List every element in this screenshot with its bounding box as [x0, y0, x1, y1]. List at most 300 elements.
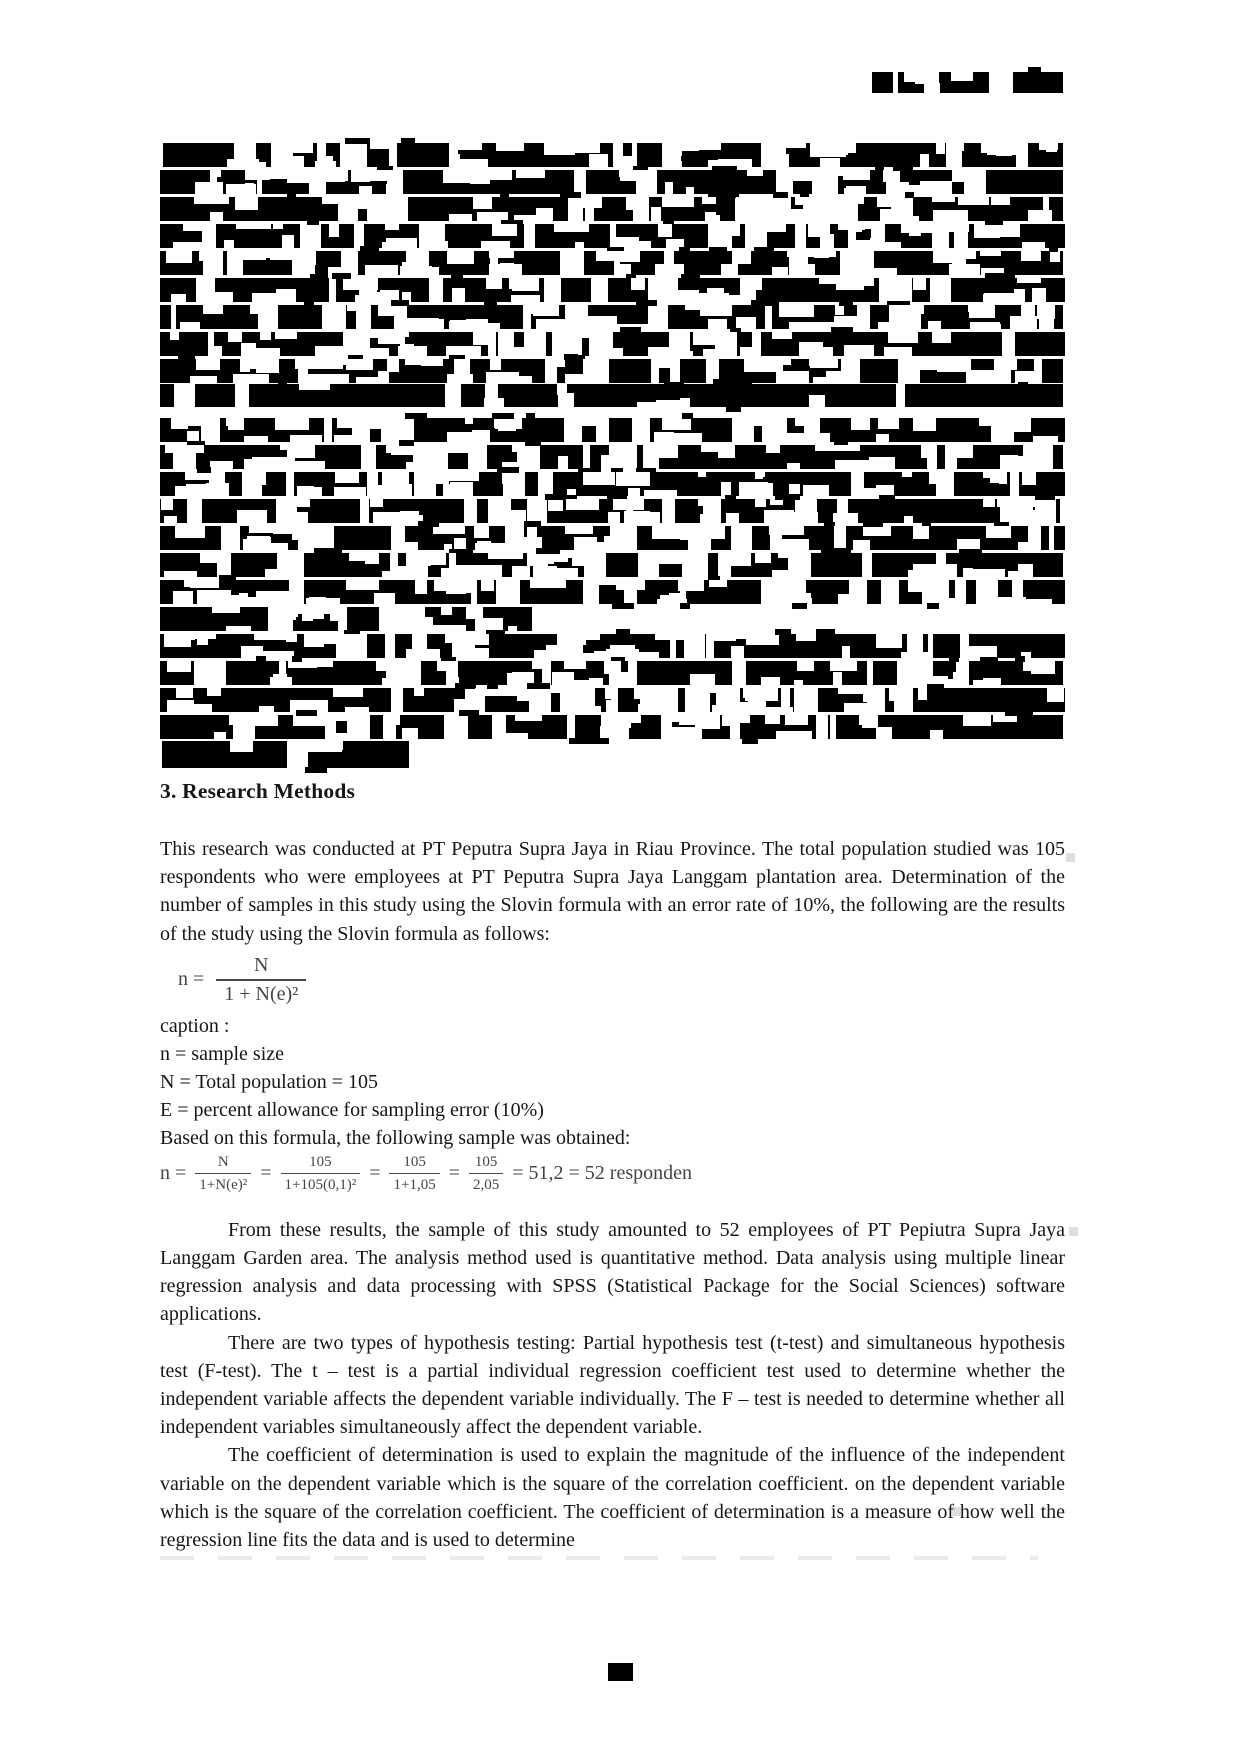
- redaction-gap: [289, 580, 304, 604]
- redaction-notch: [586, 580, 620, 585]
- redacted-text-line: [160, 607, 532, 631]
- redaction-notch: [580, 653, 598, 658]
- redacted-text-line: [160, 472, 1065, 496]
- redaction-notch: [237, 510, 267, 523]
- redaction-notch: [465, 418, 473, 424]
- redaction-notch: [564, 661, 586, 669]
- redaction-notch: [529, 305, 538, 314]
- redaction-gap: [867, 661, 873, 685]
- fraction-numerator: 105: [309, 1153, 332, 1170]
- redaction-gap: [591, 278, 608, 302]
- redaction-notch: [1032, 288, 1047, 302]
- redaction-notch: [378, 305, 402, 316]
- redaction-notch: [958, 197, 989, 205]
- redaction-gap: [732, 661, 738, 685]
- redaction-notch: [470, 170, 490, 184]
- redaction-gap: [1010, 472, 1019, 496]
- redaction-notch: [185, 472, 212, 480]
- redaction-notch: [662, 418, 691, 430]
- redaction-notch: [270, 651, 294, 658]
- redaction-notch: [260, 332, 272, 340]
- redaction-gap: [492, 715, 506, 739]
- redaction-bump: [219, 575, 236, 581]
- redaction-notch: [708, 319, 727, 329]
- redaction-bump: [497, 467, 520, 473]
- redaction-notch: [420, 445, 428, 458]
- redaction-notch: [913, 418, 930, 428]
- redaction-notch: [403, 542, 418, 550]
- fraction: [281, 1153, 361, 1196]
- redaction-notch: [613, 499, 635, 510]
- redaction-notch: [259, 706, 273, 712]
- redaction-notch: [507, 376, 533, 383]
- redaction-gap: [752, 332, 761, 356]
- redaction-notch: [769, 526, 804, 535]
- redaction-notch: [722, 715, 734, 726]
- redaction-notch: [182, 634, 195, 640]
- redaction-notch: [606, 700, 616, 712]
- redaction-notch: [924, 83, 940, 93]
- redaction-notch: [991, 197, 1011, 205]
- redaction-notch: [755, 472, 763, 479]
- redaction-notch: [175, 526, 205, 538]
- redaction-notch: [509, 278, 523, 289]
- redaction-bump: [307, 219, 320, 225]
- equals-sign: =: [369, 1162, 381, 1185]
- redaction-notch: [825, 251, 837, 257]
- redaction-gap: [567, 715, 574, 739]
- redaction-notch: [496, 499, 507, 510]
- paragraph-sample-results: From these results, the sample of this study amounted to 52 employees of PT Pepiutra Supra Jaya Langgam Garden area. The analysis method used is quantitative method. Data analysis using multiple linear regression analysis and data processing with SPSS (Statistical Package for the Social Sciences) software applications.: [160, 1218, 1065, 1326]
- redaction-notch: [585, 316, 617, 329]
- redaction-notch: [516, 170, 545, 178]
- redaction-gap: [221, 526, 240, 550]
- redaction-notch: [732, 715, 750, 723]
- redaction-notch: [466, 319, 488, 329]
- redaction-notch: [644, 490, 677, 496]
- redaction-notch: [880, 278, 910, 292]
- redaction-notch: [387, 359, 399, 372]
- paragraph-hypothesis-testing: There are two types of hypothesis testing: Partial hypothesis test (t-test) and simultaneous hypothesis test (F-test). The t – test is a partial individual regression coefficient test used to determine whether the independent variable affects the dependent variable individually. The F – test is needed to determine whether all independent variables simultaneously affect the dependent variable.: [160, 1331, 1065, 1439]
- redaction-notch: [948, 445, 973, 458]
- paragraph-research-intro: This research was conducted at PT Peputra Supra Jaya in Riau Province. The total population studied was 105 respondents who were employees at PT Peputra Supra Jaya Langgam plantation area. Determination of the number of samples in this study using the Slovin formula with an error rate of 10%, the following are the results of the study using the Slovin formula as follows:: [160, 838, 1065, 945]
- redaction-notch: [820, 234, 834, 248]
- redaction-notch: [197, 590, 231, 604]
- redaction-notch: [583, 472, 615, 485]
- redaction-notch: [755, 553, 771, 563]
- redaction-bump: [792, 603, 806, 609]
- redaction-notch: [473, 332, 491, 345]
- redaction-notch: [207, 688, 221, 696]
- redaction-notch: [236, 224, 271, 229]
- redaction-notch: [1047, 688, 1065, 702]
- redaction-notch: [175, 486, 188, 496]
- redaction-notch: [447, 432, 474, 442]
- redaction-notch: [698, 499, 715, 506]
- redaction-notch: [838, 594, 866, 604]
- redaction-notch: [670, 161, 682, 167]
- redaction-notch: [626, 197, 635, 210]
- redaction-notch: [252, 457, 287, 469]
- redaction-gap: [633, 197, 649, 221]
- redaction-notch: [374, 593, 395, 604]
- redaction-notch: [863, 688, 874, 702]
- redaction-notch: [433, 526, 464, 534]
- redaction-bump: [775, 494, 800, 500]
- redaction-gap: [361, 445, 376, 469]
- redaction-notch: [844, 345, 874, 356]
- redaction-notch: [809, 395, 826, 407]
- redaction-notch: [367, 418, 384, 429]
- redaction-notch: [533, 566, 557, 577]
- redaction-notch: [425, 653, 440, 658]
- redaction-notch: [347, 305, 362, 311]
- redaction-notch: [889, 688, 911, 701]
- redaction-notch: [963, 568, 973, 577]
- redaction-notch: [449, 214, 472, 221]
- redaction-gap: [391, 688, 403, 712]
- redaction-notch: [508, 626, 516, 631]
- redaction-bump: [564, 354, 578, 360]
- redaction-notch: [630, 652, 659, 658]
- redaction-notch: [1033, 436, 1057, 442]
- redaction-notch: [680, 398, 690, 407]
- redaction-notch: [665, 143, 682, 156]
- redaction-notch: [365, 553, 379, 564]
- redaction-notch: [744, 418, 765, 425]
- redaction-gap: [583, 445, 590, 469]
- redaction-notch: [833, 513, 858, 523]
- redaction-bump: [401, 138, 414, 144]
- redaction-notch: [315, 346, 336, 356]
- redaction-notch: [654, 432, 675, 442]
- redaction-notch: [306, 374, 335, 383]
- redaction-gap: [688, 634, 698, 658]
- redaction-notch: [435, 241, 448, 248]
- redaction-notch: [370, 499, 383, 507]
- redaction-gap: [389, 143, 397, 167]
- redaction-gap: [367, 472, 377, 496]
- redaction-notch: [353, 332, 381, 338]
- redaction-notch: [470, 648, 489, 658]
- redaction-notch: [450, 482, 473, 496]
- redaction-bump: [526, 413, 535, 419]
- redaction-gap: [198, 661, 215, 685]
- redaction-notch: [517, 688, 541, 701]
- redaction-notch: [275, 418, 305, 430]
- redaction-notch: [662, 197, 695, 207]
- caption-line: N = Total population = 105: [160, 1070, 378, 1093]
- redaction-notch: [1018, 542, 1035, 550]
- redaction-notch: [863, 526, 891, 536]
- redaction-gap: [357, 143, 367, 167]
- redaction-notch: [407, 318, 440, 329]
- redaction-notch: [447, 251, 473, 264]
- redaction-notch: [329, 224, 339, 237]
- redacted-text-line: [160, 384, 1063, 407]
- redacted-text-line: [160, 499, 1060, 523]
- redaction-notch: [558, 393, 574, 407]
- redaction-notch: [614, 156, 633, 167]
- redaction-notch: [243, 472, 266, 485]
- redaction-notch: [681, 351, 693, 356]
- redacted-text-line: [162, 741, 409, 768]
- redaction-gap: [385, 634, 395, 658]
- page-number-redacted: [608, 1663, 633, 1681]
- redaction-notch: [795, 731, 813, 739]
- redacted-text-line: [160, 661, 1063, 685]
- redacted-text-line: [160, 224, 1065, 248]
- redaction-notch: [287, 170, 308, 183]
- redaction-notch: [842, 646, 850, 658]
- fraction-numerator: 105: [474, 1153, 498, 1170]
- redaction-notch: [615, 251, 640, 262]
- redaction-bump: [831, 327, 853, 333]
- redaction-notch: [212, 607, 240, 613]
- redaction-notch: [161, 499, 173, 510]
- redaction-notch: [514, 347, 538, 356]
- redaction-bump: [399, 440, 414, 446]
- redaction-notch: [877, 197, 898, 207]
- redaction-bump: [726, 406, 741, 412]
- redaction-notch: [904, 516, 912, 523]
- redaction-gap: [322, 305, 346, 329]
- redaction-notch: [273, 224, 282, 229]
- redaction-notch: [249, 526, 278, 533]
- redaction-notch: [400, 344, 414, 356]
- redaction-notch: [452, 288, 465, 302]
- redaction-bump: [536, 548, 560, 554]
- redaction-notch: [489, 251, 515, 258]
- redaction-bump: [345, 138, 370, 144]
- redaction-gap: [235, 384, 250, 407]
- redaction-notch: [1021, 599, 1051, 604]
- redaction-notch: [496, 143, 525, 151]
- redaction-notch: [226, 418, 244, 426]
- redaction-notch: [406, 462, 438, 469]
- redaction-notch: [530, 580, 565, 588]
- redaction-bump: [529, 683, 545, 689]
- redaction-notch: [815, 445, 834, 451]
- redaction-notch: [787, 463, 800, 469]
- redacted-text-line: [160, 251, 1063, 275]
- redaction-bump: [1049, 246, 1058, 252]
- redaction-notch: [698, 472, 706, 477]
- fraction-denominator: 2,05: [469, 1173, 503, 1195]
- redaction-notch: [498, 418, 516, 431]
- redacted-text-line: [160, 445, 1063, 469]
- redaction-notch: [752, 278, 762, 290]
- redaction-notch: [853, 224, 862, 232]
- redaction-notch: [703, 349, 723, 356]
- redaction-notch: [210, 292, 234, 302]
- redaction-notch: [862, 224, 881, 229]
- fraction: [216, 954, 306, 1006]
- redaction-notch: [844, 703, 869, 712]
- redaction-notch: [286, 634, 297, 642]
- redaction-notch: [254, 348, 280, 356]
- redaction-bump: [292, 656, 302, 662]
- redaction-notch: [314, 461, 325, 469]
- redaction-notch: [367, 292, 386, 302]
- redaction-notch: [795, 418, 806, 426]
- redaction-notch: [337, 418, 357, 428]
- redaction-notch: [918, 688, 927, 700]
- redaction-gap: [898, 359, 921, 383]
- redaction-notch: [515, 715, 543, 721]
- redaction-gap: [761, 580, 786, 604]
- redaction-notch: [787, 251, 815, 257]
- redaction-gap: [444, 715, 468, 739]
- redaction-gap: [834, 526, 845, 550]
- redaction-notch: [546, 645, 578, 658]
- redaction-gap: [414, 472, 428, 496]
- redaction-bump: [927, 603, 939, 609]
- fraction: [389, 1153, 439, 1196]
- redaction-notch: [853, 540, 870, 550]
- redaction-notch: [686, 187, 694, 194]
- redaction-gap: [568, 197, 583, 221]
- redaction-notch: [252, 162, 267, 167]
- redaction-notch: [173, 242, 203, 248]
- redaction-gap: [324, 418, 331, 442]
- redaction-notch: [441, 607, 452, 615]
- redaction-notch: [485, 384, 498, 398]
- redaction-notch: [951, 72, 974, 81]
- redaction-notch: [512, 566, 530, 577]
- redaction-notch: [913, 526, 929, 539]
- redaction-notch: [952, 170, 966, 182]
- redaction-notch: [432, 625, 466, 631]
- redaction-notch: [794, 680, 803, 685]
- fraction: [195, 1153, 251, 1196]
- redaction-notch: [506, 733, 528, 739]
- redaction-notch: [447, 374, 474, 383]
- redaction-notch: [282, 235, 293, 248]
- redaction-notch: [203, 305, 223, 314]
- redaction-notch: [780, 170, 815, 181]
- redaction-notch: [772, 332, 792, 339]
- redaction-bump: [821, 548, 842, 554]
- redaction-notch: [1023, 661, 1037, 671]
- redaction-notch: [932, 332, 951, 343]
- redaction-notch: [701, 445, 728, 452]
- redaction-notch: [664, 715, 688, 721]
- redaction-notch: [883, 242, 901, 248]
- redaction-notch: [228, 332, 242, 342]
- redaction-notch: [250, 305, 259, 314]
- redaction-notch: [190, 580, 220, 588]
- redaction-notch: [574, 537, 598, 550]
- redaction-notch: [566, 499, 599, 510]
- redaction-notch: [323, 170, 345, 182]
- redaction-notch: [211, 170, 221, 177]
- redaction-notch: [378, 332, 405, 344]
- redaction-notch: [833, 197, 854, 209]
- redaction-gap: [379, 607, 392, 631]
- redaction-notch: [933, 210, 968, 221]
- redaction-notch: [668, 700, 677, 712]
- redaction-notch: [662, 553, 696, 561]
- redaction-notch: [286, 156, 304, 167]
- redaction-bump: [459, 710, 479, 716]
- redaction-notch: [643, 445, 678, 458]
- redaction-notch: [796, 634, 816, 641]
- redaction-gap: [286, 472, 293, 496]
- redaction-notch: [351, 170, 363, 182]
- redaction-bump: [742, 738, 758, 744]
- redaction-notch: [164, 571, 197, 577]
- redaction-notch: [492, 224, 517, 236]
- redaction-notch: [856, 197, 865, 204]
- redaction-notch: [413, 617, 433, 631]
- redaction-notch: [308, 741, 344, 750]
- redaction-notch: [1046, 143, 1057, 152]
- redaction-notch: [936, 143, 945, 154]
- redaction-notch: [656, 400, 680, 407]
- redaction-gap: [581, 170, 586, 194]
- redaction-gap: [648, 305, 669, 329]
- redaction-notch: [775, 143, 806, 148]
- redaction-notch: [544, 143, 575, 155]
- redaction-notch: [800, 512, 818, 523]
- redaction-notch: [643, 512, 660, 523]
- redaction-notch: [876, 727, 892, 739]
- redaction-notch: [744, 359, 776, 372]
- redaction-notch: [851, 418, 871, 430]
- redaction-notch: [473, 197, 492, 209]
- redaction-notch: [739, 482, 768, 496]
- redaction-notch: [908, 580, 937, 592]
- redaction-notch: [616, 580, 644, 590]
- redaction-bump: [197, 467, 212, 473]
- redaction-notch: [963, 715, 990, 726]
- redaction-notch: [233, 374, 269, 383]
- redacted-text-line: [160, 278, 1065, 302]
- redaction-notch: [678, 580, 705, 591]
- redaction-notch: [904, 72, 933, 82]
- redaction-gap: [464, 499, 476, 523]
- redaction-gap: [445, 384, 461, 407]
- redaction-bump: [418, 521, 439, 527]
- redaction-notch: [323, 715, 356, 721]
- redaction-notch: [656, 292, 670, 302]
- redaction-notch: [878, 322, 890, 329]
- redaction-notch: [502, 472, 518, 484]
- redaction-notch: [930, 730, 943, 739]
- redaction-notch: [226, 184, 256, 194]
- redaction-notch: [785, 715, 808, 725]
- redaction-bump: [360, 246, 378, 252]
- redaction-notch: [993, 715, 1017, 722]
- redacted-text-line: [160, 634, 1065, 658]
- redaction-notch: [454, 580, 473, 593]
- redaction-gap: [795, 224, 806, 248]
- redaction-gap: [544, 278, 561, 302]
- redaction-notch: [820, 158, 840, 167]
- redaction-notch: [702, 197, 716, 204]
- redaction-notch: [334, 435, 356, 442]
- redaction-notch: [304, 634, 324, 647]
- redaction-gap: [344, 634, 364, 658]
- redaction-notch: [910, 305, 923, 314]
- redaction-notch: [970, 181, 984, 194]
- redaction-notch: [778, 553, 800, 558]
- redacted-text-line: [160, 526, 1065, 550]
- redaction-notch: [729, 224, 740, 236]
- redaction-notch: [256, 359, 279, 373]
- redaction-notch: [433, 472, 449, 484]
